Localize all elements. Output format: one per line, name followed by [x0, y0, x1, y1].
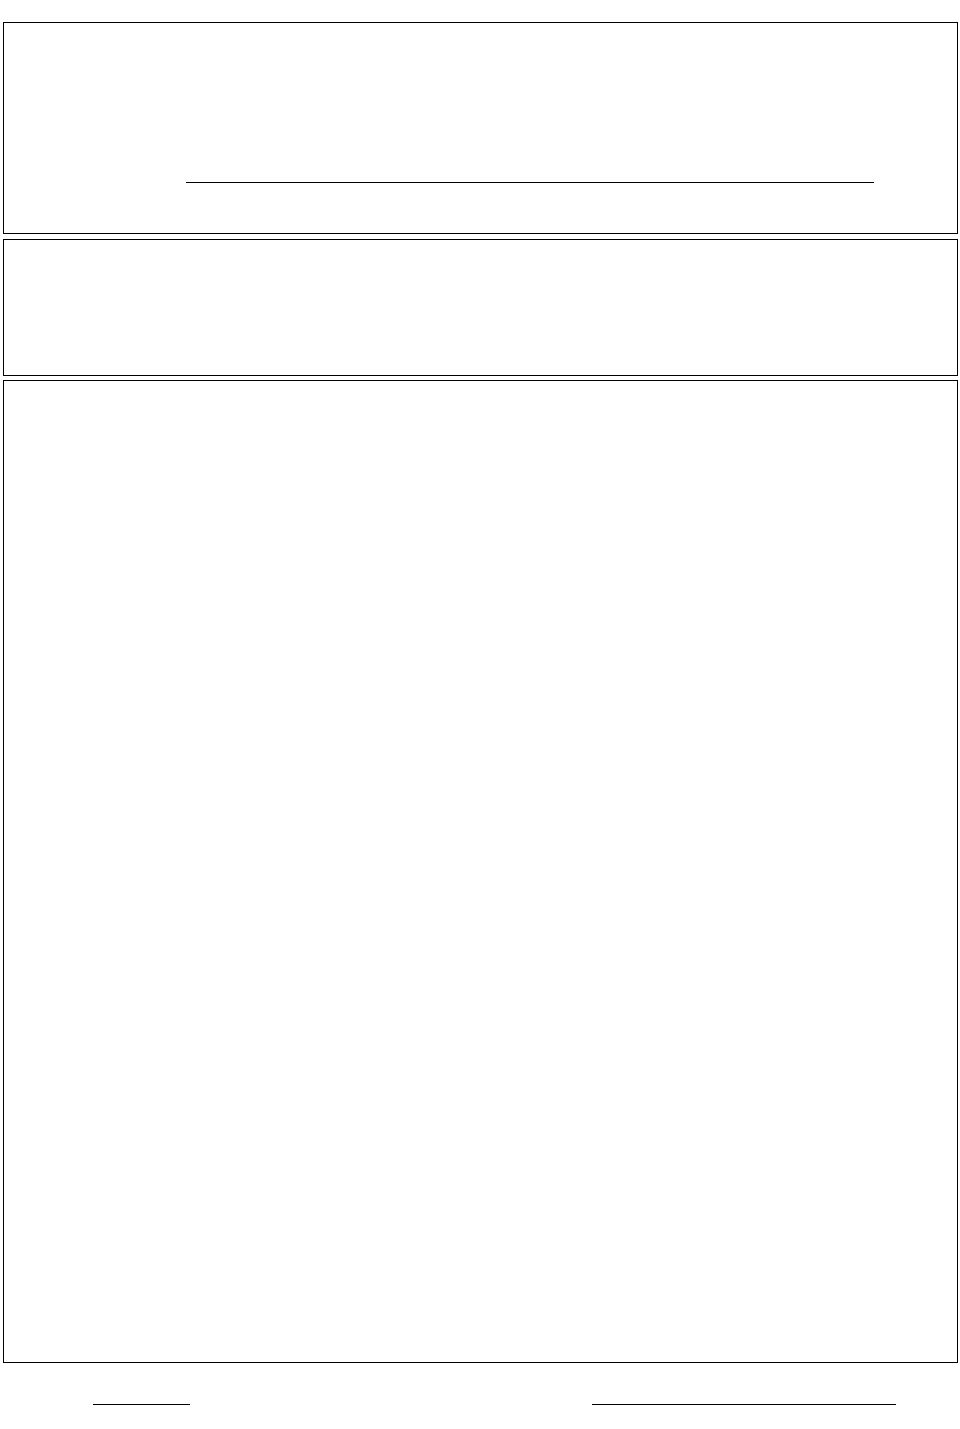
signature-line	[592, 1404, 896, 1405]
name-field[interactable]	[186, 182, 874, 183]
division-frame	[3, 380, 958, 1363]
header-frame	[3, 22, 958, 234]
place-line	[93, 1404, 190, 1405]
method-frame	[3, 239, 958, 376]
